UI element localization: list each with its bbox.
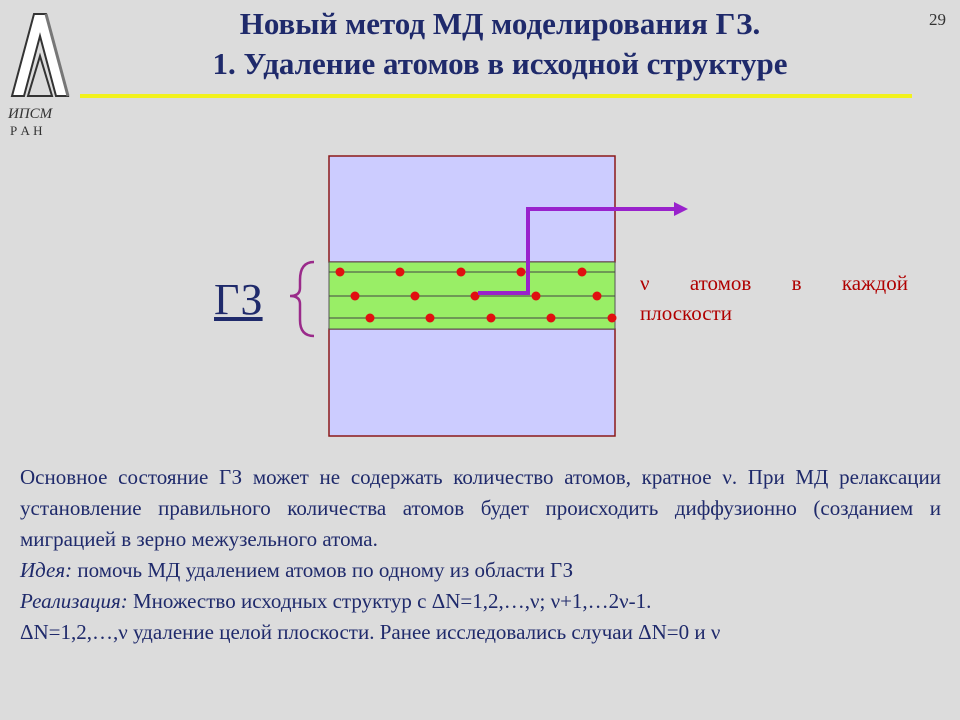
logo-text-top: ИПСМ xyxy=(8,106,53,122)
note-line-2: плоскости xyxy=(640,301,732,325)
gz-label: ГЗ xyxy=(214,275,263,324)
implementation-line xyxy=(20,586,941,617)
body-text xyxy=(20,462,941,648)
idea-label: Идея: xyxy=(20,558,73,582)
implementation-text: Множество исходных структур с ΔN=1,2,…,ν; ν+1,…2ν-1. xyxy=(127,589,652,613)
atom xyxy=(366,314,375,323)
lower-grain xyxy=(329,329,615,436)
note-word: каждой xyxy=(841,271,908,295)
gz-brace xyxy=(290,262,314,336)
logo-text-bottom: Р А Н xyxy=(10,123,43,138)
atom xyxy=(457,268,466,277)
atom xyxy=(336,268,345,277)
title-line-1: Новый метод МД моделирования ГЗ. xyxy=(239,6,761,41)
last-line: ΔN=1,2,…,ν удаление целой плоскости. Ранее исследовались случаи ΔN=0 и ν xyxy=(20,620,721,644)
atom xyxy=(487,314,496,323)
atom xyxy=(532,292,541,301)
atom xyxy=(578,268,587,277)
atom xyxy=(547,314,556,323)
implementation-label: Реализация: xyxy=(20,589,128,613)
atom xyxy=(396,268,405,277)
idea-line xyxy=(20,555,941,586)
idea-text: помочь МД удалением атомов по одному из области ГЗ xyxy=(72,558,574,582)
arrow-head xyxy=(674,202,688,216)
atom xyxy=(593,292,602,301)
atom xyxy=(411,292,420,301)
atom xyxy=(426,314,435,323)
note-word: ν xyxy=(640,271,650,295)
page-number: 29 xyxy=(929,10,946,29)
atom xyxy=(351,292,360,301)
title-line-2: 1. Удаление атомов в исходной структуре xyxy=(212,46,788,81)
note-word: атомов xyxy=(689,271,752,295)
note-word: в xyxy=(791,271,802,295)
atom xyxy=(608,314,617,323)
atom xyxy=(517,268,526,277)
paragraph-ground-state: Основное состояние ГЗ может не содержать количество атомов, кратное ν. При МД релаксации установление правильного количества атомов будет происходить диффузионно (созданием и миграцией в зерно межузельного атома. xyxy=(20,465,941,551)
atoms-per-plane-note xyxy=(640,268,908,328)
